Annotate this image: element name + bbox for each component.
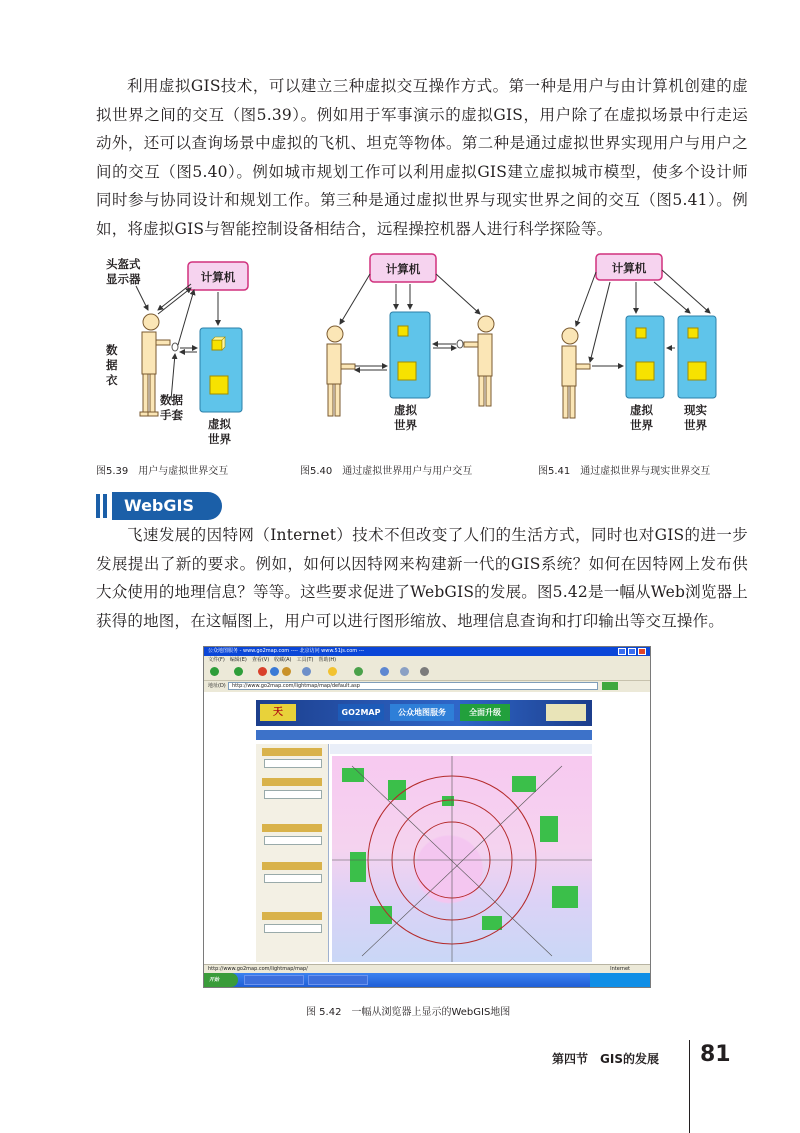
close-icon[interactable] xyxy=(638,648,646,655)
maximize-icon[interactable] xyxy=(628,648,636,655)
user-figure-left xyxy=(327,326,355,416)
browser-toolbar xyxy=(204,664,650,681)
figure-5-40-caption: 图5.40 通过虚拟世界用户与用户交互 xyxy=(300,466,473,477)
banner-go2map[interactable]: GO2MAP xyxy=(338,704,384,721)
query-panel xyxy=(256,744,329,962)
suit-label-1: 数 xyxy=(106,343,118,357)
suit-label-2: 据 xyxy=(106,358,118,372)
site-logo[interactable]: 天 xyxy=(260,704,296,721)
figure-5-39-caption: 图5.39 用户与虚拟世界交互 xyxy=(96,466,229,477)
status-bar xyxy=(204,964,650,973)
banner-ad[interactable] xyxy=(546,704,586,721)
virtual-world-label-2: 世界 xyxy=(630,418,653,432)
figure-5-42-caption: 图 5.42 一幅从浏览器上显示的WebGIS地图 xyxy=(306,1007,511,1018)
stop-icon[interactable] xyxy=(258,667,267,676)
city-select[interactable] xyxy=(264,759,322,768)
forward-icon[interactable] xyxy=(234,667,243,676)
intro-paragraph: 利用虚拟GIS技术，可以建立三种虚拟交互操作方式。第一种是用户与由计算机创建的虚拟世界之间的交互（图5.39）。例如用于军事演示的虚拟GIS，用户除了在虚拟场景中行走运动外，还可以查询场景中虚拟的飞机、坦克等物体。第二种是通过虚拟世界实现用户与用户之间的交互（图5.40）。例如城市规划工作可以利用虚拟GIS建立虚拟城市模型，使多个设计师同时参与协同设计和规划工作。第三种是通过虚拟世界与现实世界之间的交互（图5.41）。例如，将虚拟GIS与智能控制设备相结合，远程操控机器人进行科学探险等。 xyxy=(96,77,748,238)
panel-section-5[interactable] xyxy=(262,912,322,920)
home-icon[interactable] xyxy=(282,667,291,676)
window-title: 公众地图服务 - www.go2map.com ---- 北京访问 www.51js.com --- xyxy=(204,647,650,656)
real-world-label-2: 世界 xyxy=(684,418,707,432)
virtual-world-label-1: 虚拟 xyxy=(394,403,417,417)
panel-section-4[interactable] xyxy=(262,862,322,870)
section-title: WebGIS xyxy=(112,492,222,520)
real-world-label-1: 现实 xyxy=(684,403,707,417)
system-tray xyxy=(590,973,650,987)
favorites-icon[interactable] xyxy=(328,667,337,676)
route-input[interactable] xyxy=(264,836,322,845)
running-footer-section: 第四节 GIS的发展 xyxy=(552,1052,659,1066)
start-button[interactable]: 开始 xyxy=(204,973,238,987)
map-toolbar[interactable] xyxy=(330,744,592,754)
figure-5-40 xyxy=(310,252,510,452)
status-zone: Internet xyxy=(610,966,630,972)
media-icon[interactable] xyxy=(354,667,363,676)
hmd-label-2: 显示器 xyxy=(106,272,141,286)
computer-label: 计算机 xyxy=(200,270,236,284)
banner-upgrade[interactable]: 全面升级 xyxy=(460,704,510,721)
footer-divider xyxy=(689,1040,690,1133)
virtual-world-label-2: 世界 xyxy=(208,432,231,446)
virtual-world-label-1: 虚拟 xyxy=(630,403,653,417)
address-bar xyxy=(204,681,650,691)
bus-input[interactable] xyxy=(264,924,322,933)
page-viewport xyxy=(204,692,650,964)
user-figure-right xyxy=(464,316,494,406)
nearby-input[interactable] xyxy=(264,874,322,883)
taskbar-item-2[interactable] xyxy=(308,975,368,985)
address-label: 地址(D) xyxy=(208,683,226,689)
panel-section-2[interactable] xyxy=(262,778,322,786)
computer-label: 计算机 xyxy=(385,262,421,276)
site-nav[interactable] xyxy=(256,730,592,740)
glove-label-2: 手套 xyxy=(160,408,183,422)
query-input[interactable] xyxy=(264,790,322,799)
user-figure xyxy=(562,328,590,418)
go-button[interactable] xyxy=(602,682,618,690)
taskbar-item-1[interactable] xyxy=(244,975,304,985)
site-banner xyxy=(256,700,592,726)
menu-bar[interactable]: 文件(F) 编辑(E) 查看(V) 收藏(A) 工具(T) 帮助(H) xyxy=(204,656,650,664)
page-number: 81 xyxy=(700,1042,731,1067)
taskbar xyxy=(204,973,650,987)
back-icon[interactable] xyxy=(210,667,219,676)
banner-service[interactable]: 公众地图服务 xyxy=(390,704,454,721)
minimize-icon[interactable] xyxy=(618,648,626,655)
webgis-map[interactable] xyxy=(332,756,592,962)
status-url: http://www.go2map.com/lightmap/map/ xyxy=(208,966,308,972)
hmd-label-1: 头盔式 xyxy=(106,257,141,271)
webgis-paragraph: 飞速发展的因特网（Internet）技术不但改变了人们的生活方式，同时也对GIS的进一步发展提出了新的要求。例如，如何以因特网来构建新一代的GIS系统？如何在因特网上发布供大众使用的地理信息？等等。这些要求促进了WebGIS的发展。图5.42是一幅从Web浏览器上获得的地图，在这幅图上，用户可以进行图形缩放、地理信息查询和打印输出等交互操作。 xyxy=(96,526,748,630)
panel-section-3[interactable] xyxy=(262,824,322,832)
computer-label: 计算机 xyxy=(611,261,647,275)
figure-5-41 xyxy=(550,252,750,452)
browser-screenshot xyxy=(203,646,651,988)
print-icon[interactable] xyxy=(420,667,429,676)
panel-section-1[interactable] xyxy=(262,748,322,756)
figure-5-41-caption: 图5.41 通过虚拟世界与现实世界交互 xyxy=(538,466,711,477)
refresh-icon[interactable] xyxy=(270,667,279,676)
virtual-world-label-1: 虚拟 xyxy=(208,417,231,431)
virtual-world-label-2: 世界 xyxy=(394,418,417,432)
search-icon[interactable] xyxy=(302,667,311,676)
suit-label-3: 衣 xyxy=(106,373,118,387)
mail-icon[interactable] xyxy=(400,667,409,676)
figure-5-39 xyxy=(96,252,286,452)
section-heading-webgis xyxy=(96,492,222,520)
glove-label-1: 数据 xyxy=(160,393,183,407)
address-input[interactable]: http://www.go2map.com/lightmap/map/default.asp xyxy=(228,682,598,690)
map-features xyxy=(332,756,592,962)
history-icon[interactable] xyxy=(380,667,389,676)
